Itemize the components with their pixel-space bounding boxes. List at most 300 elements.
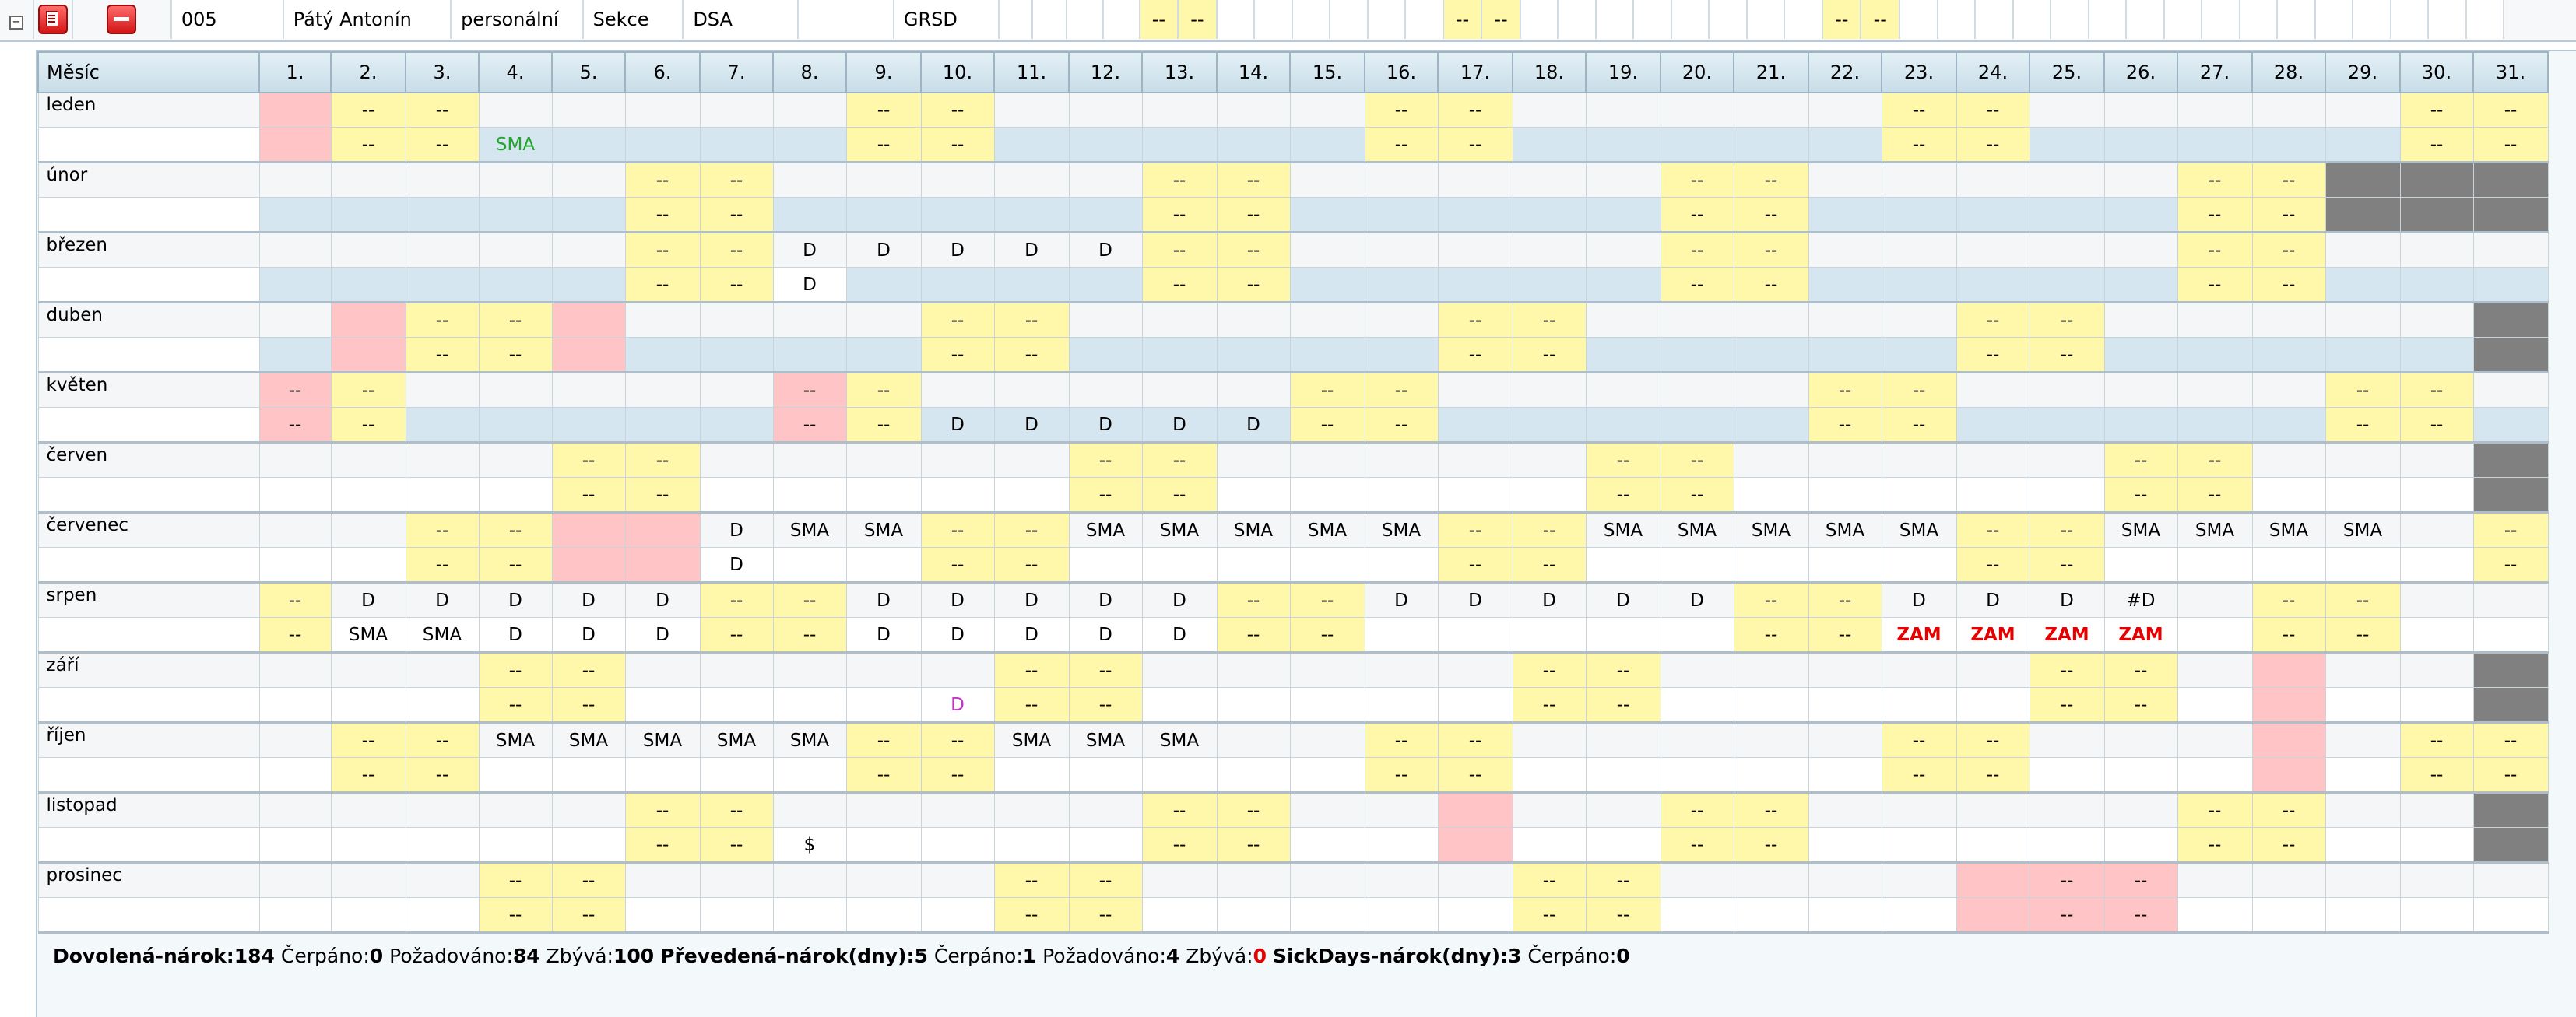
day-cell[interactable] (1661, 758, 1734, 793)
day-cell[interactable] (1290, 583, 1365, 618)
day-cell[interactable] (2030, 583, 2104, 618)
day-cell[interactable] (1069, 618, 1142, 653)
day-cell[interactable] (625, 583, 700, 618)
day-cell[interactable] (2325, 723, 2400, 758)
day-cell[interactable] (1661, 863, 1734, 898)
day-cell[interactable] (2030, 863, 2104, 898)
day-cell[interactable] (2177, 583, 2252, 618)
day-cell[interactable] (1956, 233, 2030, 268)
day-cell[interactable] (773, 513, 846, 548)
day-cell[interactable] (552, 653, 625, 688)
day-cell[interactable] (625, 513, 700, 548)
day-cell[interactable] (773, 723, 846, 758)
day-cell[interactable] (1217, 688, 1290, 723)
day-cell[interactable] (1808, 198, 1882, 233)
day-cell[interactable] (1586, 863, 1661, 898)
day-cell[interactable] (259, 688, 331, 723)
day-cell[interactable] (1069, 128, 1142, 163)
day-cell[interactable] (1661, 408, 1734, 443)
remove-button-cell[interactable] (72, 0, 171, 39)
day-cell[interactable] (2473, 618, 2548, 653)
day-cell[interactable] (921, 128, 994, 163)
day-cell[interactable] (846, 408, 921, 443)
day-cell[interactable] (1290, 863, 1365, 898)
day-cell[interactable] (331, 163, 406, 198)
day-cell[interactable] (1365, 548, 1438, 583)
day-cell[interactable] (1808, 793, 1882, 828)
day-cell[interactable] (331, 268, 406, 303)
day-cell[interactable] (259, 408, 331, 443)
day-cell[interactable] (1956, 863, 2030, 898)
day-cell[interactable] (2473, 408, 2548, 443)
day-cell[interactable] (1956, 408, 2030, 443)
day-cell[interactable] (846, 443, 921, 478)
day-cell[interactable] (2177, 338, 2252, 373)
day-cell[interactable] (1586, 618, 1661, 653)
day-cell[interactable] (259, 793, 331, 828)
day-cell[interactable] (1365, 408, 1438, 443)
day-cell[interactable] (1586, 513, 1661, 548)
day-cell[interactable] (1808, 408, 1882, 443)
day-cell[interactable] (625, 863, 700, 898)
day-cell[interactable] (1734, 233, 1808, 268)
day-cell[interactable] (921, 268, 994, 303)
day-cell[interactable] (1513, 793, 1586, 828)
day-cell[interactable] (2473, 548, 2548, 583)
day-cell[interactable] (2177, 303, 2252, 338)
day-cell[interactable] (625, 233, 700, 268)
day-cell[interactable] (1661, 583, 1734, 618)
day-cell[interactable] (1217, 373, 1290, 408)
day-cell[interactable] (846, 128, 921, 163)
day-cell[interactable] (2177, 828, 2252, 863)
day-cell[interactable] (479, 583, 552, 618)
day-cell[interactable] (2252, 338, 2325, 373)
day-cell[interactable] (2177, 863, 2252, 898)
day-cell[interactable] (1882, 338, 1956, 373)
day-cell[interactable] (479, 93, 552, 128)
day-cell[interactable] (2325, 163, 2400, 198)
day-cell[interactable] (1513, 863, 1586, 898)
day-cell[interactable] (552, 478, 625, 513)
day-cell[interactable] (1365, 93, 1438, 128)
day-cell[interactable] (1586, 268, 1661, 303)
day-cell[interactable] (2104, 793, 2177, 828)
day-cell[interactable] (846, 373, 921, 408)
day-cell[interactable] (625, 688, 700, 723)
day-cell[interactable] (1661, 303, 1734, 338)
day-cell[interactable] (773, 758, 846, 793)
day-cell[interactable] (700, 408, 773, 443)
day-cell[interactable] (1882, 828, 1956, 863)
day-cell[interactable] (1365, 688, 1438, 723)
day-cell[interactable] (1217, 898, 1290, 933)
day-cell[interactable] (1882, 268, 1956, 303)
day-cell[interactable] (2473, 478, 2548, 513)
day-cell[interactable] (921, 688, 994, 723)
day-cell[interactable] (1882, 583, 1956, 618)
day-cell[interactable] (1734, 338, 1808, 373)
day-cell[interactable] (1661, 338, 1734, 373)
day-cell[interactable] (2252, 583, 2325, 618)
day-cell[interactable] (2325, 408, 2400, 443)
day-cell[interactable] (1513, 268, 1586, 303)
day-cell[interactable] (1142, 723, 1217, 758)
day-cell[interactable] (625, 93, 700, 128)
day-cell[interactable] (2104, 303, 2177, 338)
day-cell[interactable] (1069, 268, 1142, 303)
day-cell[interactable] (552, 758, 625, 793)
day-cell[interactable] (2325, 653, 2400, 688)
day-cell[interactable] (2473, 373, 2548, 408)
day-cell[interactable] (259, 898, 331, 933)
day-cell[interactable] (2252, 863, 2325, 898)
day-cell[interactable] (1586, 303, 1661, 338)
day-cell[interactable] (1956, 513, 2030, 548)
day-cell[interactable] (1142, 268, 1217, 303)
day-cell[interactable] (2104, 863, 2177, 898)
day-cell[interactable] (1290, 233, 1365, 268)
day-cell[interactable] (1734, 793, 1808, 828)
day-cell[interactable] (700, 128, 773, 163)
day-cell[interactable] (1217, 198, 1290, 233)
day-cell[interactable] (1882, 198, 1956, 233)
day-cell[interactable] (331, 723, 406, 758)
day-cell[interactable] (479, 303, 552, 338)
day-cell[interactable] (406, 163, 479, 198)
day-cell[interactable] (2030, 163, 2104, 198)
day-cell[interactable] (921, 723, 994, 758)
day-cell[interactable] (994, 723, 1069, 758)
day-cell[interactable] (552, 408, 625, 443)
day-cell[interactable] (1808, 583, 1882, 618)
day-cell[interactable] (2252, 618, 2325, 653)
day-cell[interactable] (2104, 198, 2177, 233)
day-cell[interactable] (2325, 303, 2400, 338)
day-cell[interactable] (1956, 583, 2030, 618)
day-cell[interactable] (2473, 863, 2548, 898)
day-cell[interactable] (479, 793, 552, 828)
day-cell[interactable] (2325, 128, 2400, 163)
day-cell[interactable] (1661, 233, 1734, 268)
day-cell[interactable] (1217, 303, 1290, 338)
day-cell[interactable] (2030, 373, 2104, 408)
day-cell[interactable] (773, 303, 846, 338)
day-cell[interactable] (1586, 723, 1661, 758)
day-cell[interactable] (1142, 828, 1217, 863)
day-cell[interactable] (2252, 688, 2325, 723)
day-cell[interactable] (1365, 793, 1438, 828)
day-cell[interactable] (1513, 723, 1586, 758)
day-cell[interactable] (2325, 233, 2400, 268)
day-cell[interactable] (921, 828, 994, 863)
day-cell[interactable] (994, 583, 1069, 618)
day-cell[interactable] (846, 898, 921, 933)
day-cell[interactable] (1882, 373, 1956, 408)
day-cell[interactable] (479, 408, 552, 443)
day-cell[interactable] (406, 618, 479, 653)
day-cell[interactable] (625, 338, 700, 373)
day-cell[interactable] (700, 793, 773, 828)
day-cell[interactable] (1808, 653, 1882, 688)
day-cell[interactable] (773, 408, 846, 443)
day-cell[interactable] (2104, 163, 2177, 198)
day-cell[interactable] (1365, 198, 1438, 233)
day-cell[interactable] (2252, 93, 2325, 128)
day-cell[interactable] (1661, 548, 1734, 583)
day-cell[interactable] (994, 898, 1069, 933)
day-cell[interactable] (1438, 303, 1513, 338)
day-cell[interactable] (1217, 478, 1290, 513)
day-cell[interactable] (1142, 548, 1217, 583)
day-cell[interactable] (773, 863, 846, 898)
day-cell[interactable] (921, 863, 994, 898)
day-cell[interactable] (994, 233, 1069, 268)
day-cell[interactable] (1586, 198, 1661, 233)
day-cell[interactable] (1069, 163, 1142, 198)
day-cell[interactable] (406, 478, 479, 513)
day-cell[interactable] (479, 618, 552, 653)
day-cell[interactable] (331, 303, 406, 338)
day-cell[interactable] (846, 828, 921, 863)
day-cell[interactable] (1808, 828, 1882, 863)
day-cell[interactable] (1956, 618, 2030, 653)
day-cell[interactable] (552, 163, 625, 198)
day-cell[interactable] (1217, 233, 1290, 268)
day-cell[interactable] (2104, 758, 2177, 793)
day-cell[interactable] (1808, 373, 1882, 408)
day-cell[interactable] (2473, 303, 2548, 338)
day-cell[interactable] (2400, 338, 2473, 373)
day-cell[interactable] (1513, 443, 1586, 478)
day-cell[interactable] (1586, 443, 1661, 478)
day-cell[interactable] (1290, 128, 1365, 163)
day-cell[interactable] (1290, 548, 1365, 583)
day-cell[interactable] (921, 373, 994, 408)
day-cell[interactable] (331, 128, 406, 163)
day-cell[interactable] (1513, 198, 1586, 233)
day-cell[interactable] (331, 793, 406, 828)
day-cell[interactable] (921, 443, 994, 478)
day-cell[interactable] (479, 898, 552, 933)
day-cell[interactable] (259, 443, 331, 478)
day-cell[interactable] (994, 618, 1069, 653)
day-cell[interactable] (1882, 863, 1956, 898)
day-cell[interactable] (1365, 478, 1438, 513)
day-cell[interactable] (1734, 443, 1808, 478)
day-cell[interactable] (1808, 303, 1882, 338)
day-cell[interactable] (700, 233, 773, 268)
day-cell[interactable] (921, 338, 994, 373)
day-cell[interactable] (2177, 443, 2252, 478)
day-cell[interactable] (1142, 618, 1217, 653)
day-cell[interactable] (1586, 688, 1661, 723)
day-cell[interactable] (2252, 303, 2325, 338)
day-cell[interactable] (2104, 828, 2177, 863)
day-cell[interactable] (2104, 723, 2177, 758)
day-cell[interactable] (921, 653, 994, 688)
day-cell[interactable] (1734, 198, 1808, 233)
day-cell[interactable] (1290, 373, 1365, 408)
day-cell[interactable] (479, 198, 552, 233)
day-cell[interactable] (552, 723, 625, 758)
day-cell[interactable] (1142, 793, 1217, 828)
day-cell[interactable] (2177, 163, 2252, 198)
day-cell[interactable] (2104, 688, 2177, 723)
day-cell[interactable] (331, 898, 406, 933)
day-cell[interactable] (1661, 198, 1734, 233)
day-cell[interactable] (2177, 653, 2252, 688)
day-cell[interactable] (479, 478, 552, 513)
day-cell[interactable] (1882, 793, 1956, 828)
day-cell[interactable] (2400, 233, 2473, 268)
day-cell[interactable] (921, 198, 994, 233)
day-cell[interactable] (2252, 828, 2325, 863)
day-cell[interactable] (2252, 723, 2325, 758)
day-cell[interactable] (1290, 478, 1365, 513)
day-cell[interactable] (1438, 618, 1513, 653)
day-cell[interactable] (1069, 338, 1142, 373)
day-cell[interactable] (1438, 863, 1513, 898)
day-cell[interactable] (2400, 758, 2473, 793)
day-cell[interactable] (921, 303, 994, 338)
day-cell[interactable] (331, 758, 406, 793)
day-cell[interactable] (2400, 548, 2473, 583)
day-cell[interactable] (1069, 198, 1142, 233)
day-cell[interactable] (1734, 163, 1808, 198)
day-cell[interactable] (2252, 793, 2325, 828)
day-cell[interactable] (259, 128, 331, 163)
day-cell[interactable] (1956, 723, 2030, 758)
day-cell[interactable] (2252, 233, 2325, 268)
day-cell[interactable] (1290, 408, 1365, 443)
day-cell[interactable] (2325, 618, 2400, 653)
day-cell[interactable] (700, 338, 773, 373)
day-cell[interactable] (1513, 653, 1586, 688)
day-cell[interactable] (1956, 163, 2030, 198)
day-cell[interactable] (1808, 898, 1882, 933)
day-cell[interactable] (1365, 653, 1438, 688)
day-cell[interactable] (700, 653, 773, 688)
day-cell[interactable] (479, 758, 552, 793)
day-cell[interactable] (479, 443, 552, 478)
day-cell[interactable] (2400, 268, 2473, 303)
day-cell[interactable] (1365, 163, 1438, 198)
day-cell[interactable] (2030, 653, 2104, 688)
day-cell[interactable] (2252, 478, 2325, 513)
day-cell[interactable] (2252, 128, 2325, 163)
day-cell[interactable] (1290, 268, 1365, 303)
collapse-icon[interactable]: − (9, 16, 23, 30)
day-cell[interactable] (994, 408, 1069, 443)
day-cell[interactable] (1808, 128, 1882, 163)
day-cell[interactable] (994, 93, 1069, 128)
day-cell[interactable] (994, 128, 1069, 163)
day-cell[interactable] (2030, 128, 2104, 163)
day-cell[interactable] (1290, 758, 1365, 793)
day-cell[interactable] (2104, 443, 2177, 478)
day-cell[interactable] (479, 863, 552, 898)
day-cell[interactable] (1069, 443, 1142, 478)
day-cell[interactable] (921, 93, 994, 128)
day-cell[interactable] (1661, 443, 1734, 478)
day-cell[interactable] (994, 268, 1069, 303)
day-cell[interactable] (552, 618, 625, 653)
day-cell[interactable] (994, 758, 1069, 793)
day-cell[interactable] (2473, 828, 2548, 863)
day-cell[interactable] (1808, 513, 1882, 548)
day-cell[interactable] (2325, 93, 2400, 128)
day-cell[interactable] (1069, 303, 1142, 338)
day-cell[interactable] (1956, 303, 2030, 338)
day-cell[interactable] (1882, 898, 1956, 933)
day-cell[interactable] (1661, 128, 1734, 163)
day-cell[interactable] (406, 303, 479, 338)
day-cell[interactable] (994, 793, 1069, 828)
day-cell[interactable] (1438, 688, 1513, 723)
day-cell[interactable] (625, 268, 700, 303)
day-cell[interactable] (259, 93, 331, 128)
day-cell[interactable] (259, 513, 331, 548)
day-cell[interactable] (994, 828, 1069, 863)
day-cell[interactable] (1956, 338, 2030, 373)
day-cell[interactable] (1808, 548, 1882, 583)
day-cell[interactable] (1734, 583, 1808, 618)
day-cell[interactable] (1438, 513, 1513, 548)
day-cell[interactable] (1734, 723, 1808, 758)
day-cell[interactable] (994, 513, 1069, 548)
day-cell[interactable] (1438, 828, 1513, 863)
day-cell[interactable] (1808, 93, 1882, 128)
day-cell[interactable] (2252, 513, 2325, 548)
day-cell[interactable] (921, 408, 994, 443)
day-cell[interactable] (259, 163, 331, 198)
day-cell[interactable] (2177, 618, 2252, 653)
day-cell[interactable] (1142, 443, 1217, 478)
day-cell[interactable] (2252, 758, 2325, 793)
day-cell[interactable] (1808, 443, 1882, 478)
day-cell[interactable] (406, 93, 479, 128)
day-cell[interactable] (1734, 898, 1808, 933)
day-cell[interactable] (331, 618, 406, 653)
day-cell[interactable] (2030, 478, 2104, 513)
day-cell[interactable] (2400, 513, 2473, 548)
day-cell[interactable] (1661, 723, 1734, 758)
day-cell[interactable] (2104, 898, 2177, 933)
day-cell[interactable] (2325, 758, 2400, 793)
day-cell[interactable] (1513, 618, 1586, 653)
day-cell[interactable] (259, 653, 331, 688)
day-cell[interactable] (846, 338, 921, 373)
day-cell[interactable] (1069, 408, 1142, 443)
day-cell[interactable] (2104, 653, 2177, 688)
day-cell[interactable] (625, 548, 700, 583)
day-cell[interactable] (1142, 898, 1217, 933)
day-cell[interactable] (552, 548, 625, 583)
day-cell[interactable] (1734, 128, 1808, 163)
day-cell[interactable] (406, 863, 479, 898)
day-cell[interactable] (846, 163, 921, 198)
day-cell[interactable] (1586, 653, 1661, 688)
day-cell[interactable] (1365, 828, 1438, 863)
day-cell[interactable] (1661, 163, 1734, 198)
day-cell[interactable] (2177, 478, 2252, 513)
day-cell[interactable] (2177, 758, 2252, 793)
day-cell[interactable] (2030, 93, 2104, 128)
day-cell[interactable] (625, 478, 700, 513)
day-cell[interactable] (1290, 198, 1365, 233)
day-cell[interactable] (625, 408, 700, 443)
